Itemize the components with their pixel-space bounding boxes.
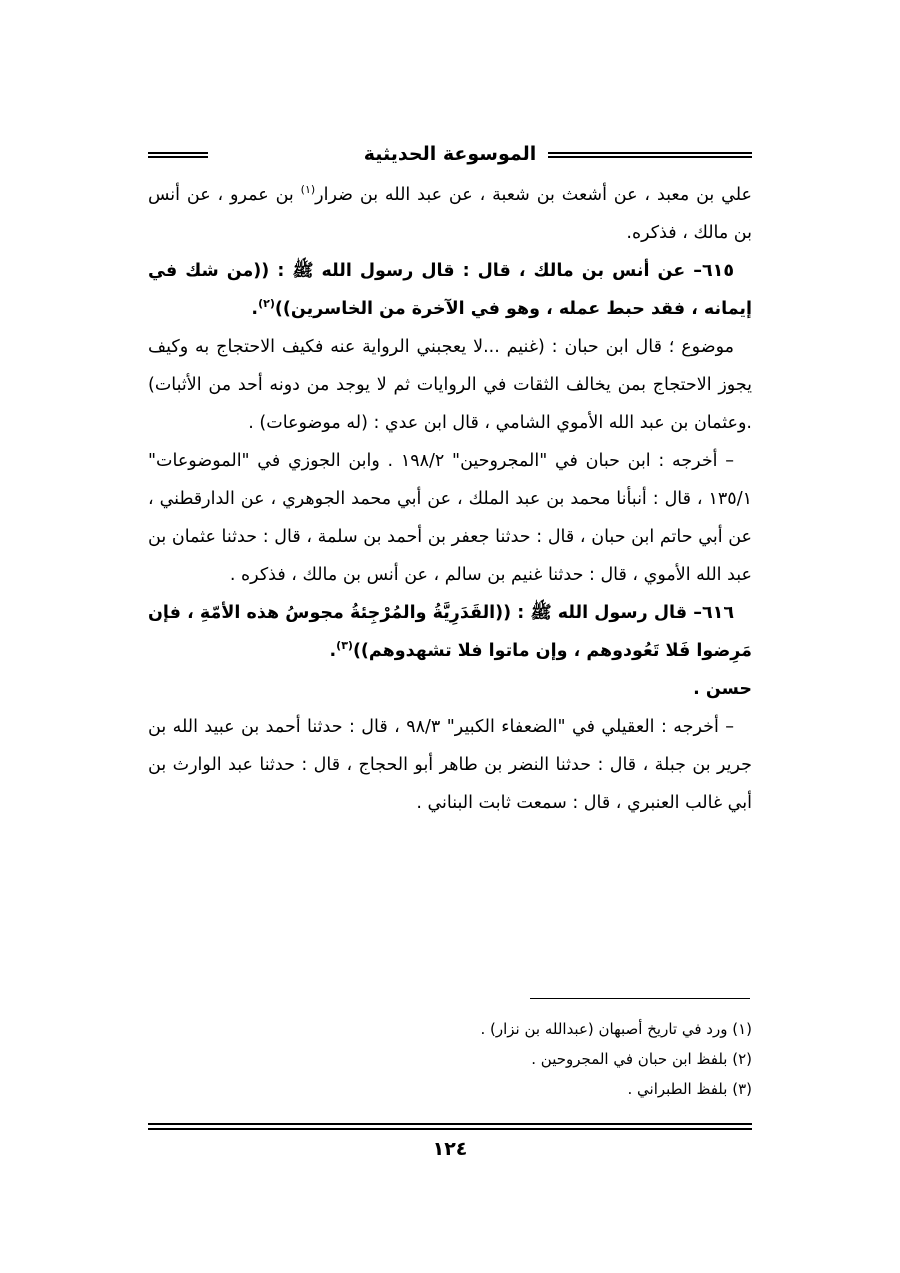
takhrij-616-text: – أخرجه : العقيلي في "الضعفاء الكبير" ٩٨/٣ ، قال : حدثنا أحمد بن عبيد الله بن جرير بن جبلة ، قال : حدثنا النضر بن طاهر أبو الحجاج ، قال : حدثنا عبد الوارث بن أبي غالب العنبري ، قال : سمعت ثابت البناني . (148, 717, 752, 813)
footnote-separator (530, 998, 750, 999)
footnotes (148, 1014, 752, 1104)
paragraph-1 (148, 176, 752, 252)
grading-615-text: موضوع ؛ قال ابن حبان : (غنيم ...لا يعجبني الرواية عنه فكيف الاحتجاج به وكيف يجوز الاحتجاج بمن يخالف الثقات في الروايات ثم لا يوجد من دونه أحد من الأثبات) .وعثمان بن عبد الله الأموي الشامي ، قال ابن عدي : (له موضوعات) . (148, 337, 752, 433)
bottom-rule (148, 1123, 752, 1133)
grading-615 (148, 328, 752, 442)
hadith-616: ٦١٦– قال رسول الله ﷺ : ((القَدَرِيَّةُ والمُرْجِئةُ مجوسُ هذه الأمّةِ ، فإن مَرِضوا فَلا تَعُودوهم ، وإن ماتوا فلا تشهدوهم))$^{(٣)}$. (148, 603, 752, 661)
footnote-1: (١) ورد في تاريخ أصبهان (عبدالله بن نزار) . (480, 1020, 752, 1038)
takhrij-616 (148, 708, 752, 822)
paragraph-1-continued: بن عمرو ، عن أنس بن مالك ، فذكره. (148, 185, 752, 243)
footnote-mark-3: (٣) (336, 639, 353, 653)
footnote-mark-1: (١) (300, 183, 316, 197)
running-header (148, 140, 752, 170)
hadith-615: ٦١٥– عن أنس بن مالك ، قال : قال رسول الله ﷺ : ((من شك في إيمانه ، فقد حبط عمله ، وهو في الآخرة من الخاسرين))$^{(٢)}$. (148, 261, 752, 319)
takhrij-615-text: – أخرجه : ابن حبان في "المجروحين" ١٩٨/٢ . وابن الجوزي في "الموضوعات" ١٣٥/١ ، قال : أنبأنا محمد بن عبد الملك ، عن أبي محمد الجوهري ، عن الدارقطني ، عن أبي حاتم ابن حبان ، قال : حدثنا جعفر بن أحمد بن سلمة ، قال : حدثنا عثمان بن عبد الله الأموي ، قال : حدثنا غنيم بن سالم ، عن أنس بن مالك ، فذكره . (148, 451, 752, 585)
takhrij-615 (148, 442, 752, 594)
footnote-3: (٣) بلفظ الطبراني . (627, 1080, 752, 1098)
hadith-615-text: ٦١٥– عن أنس بن مالك ، قال : قال رسول الله ﷺ : ((من شك في إيمانه ، فقد حبط عمله ، وهو في الآخرة من الخاسرين)) (148, 261, 752, 319)
main-text (148, 176, 752, 822)
header-title: الموسوعة الحديثية (352, 143, 549, 165)
header-title-wrap (148, 140, 752, 168)
hadith-616-text: ٦١٦– قال رسول الله ﷺ : ((القَدَرِيَّةُ والمُرْجِئةُ مجوسُ هذه الأمّةِ ، فإن مَرِضوا فَلا تَعُودوهم ، وإن ماتوا فلا تشهدوهم)) (148, 603, 752, 661)
footnote-2: (٢) بلفظ ابن حبان في المجروحين . (531, 1050, 752, 1068)
grading-616-text: حسن . (693, 679, 752, 699)
paragraph-1-text: علي بن معبد ، عن أشعث بن شعبة ، عن عبد الله بن ضرار (315, 185, 752, 205)
page-number: ١٢٤ (432, 1138, 468, 1160)
footnote-mark-2: (٢) (258, 297, 275, 311)
grading-616 (148, 670, 752, 708)
